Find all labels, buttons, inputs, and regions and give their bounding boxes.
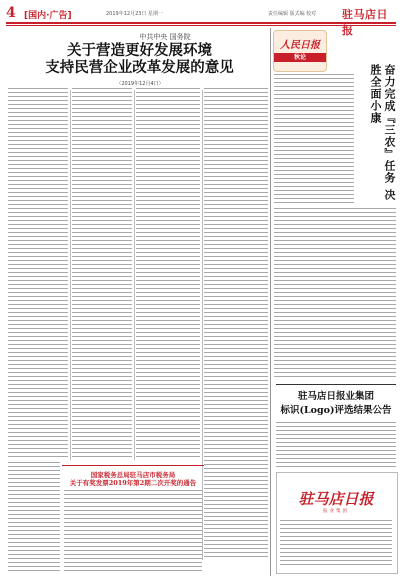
newspaper-brand: 驻马店日报 — [342, 8, 388, 37]
notice-title-line-1: 驻马店日报业集团 — [297, 391, 374, 402]
commentary-body — [274, 208, 396, 380]
section-divider — [270, 28, 271, 576]
commentary-logo-sub: 秋论 — [274, 53, 326, 62]
column-divider — [202, 90, 203, 560]
column-divider — [134, 90, 135, 460]
article-column-2 — [72, 88, 132, 458]
article-title — [12, 42, 267, 76]
article-column-3 — [136, 88, 200, 458]
commentary-title-a: 奋力完成『三农』任务 — [383, 64, 396, 184]
notice-title-line-2: 标识(Logo)评选结果公告 — [280, 405, 392, 416]
article-date: （2019年12月4日） — [116, 81, 164, 87]
group-logo-sub: 报业集团 — [323, 509, 349, 514]
article-column-4 — [204, 88, 268, 558]
tax-notice-subtitle: 关于有奖发票2019年第2期二次开奖的通告 — [69, 479, 197, 487]
article-title-line-2: 支持民营企业改革发展的意见 — [45, 59, 234, 76]
group-logo: 驻马店日报 — [298, 490, 374, 508]
logo-panel-body — [280, 520, 392, 568]
notice-body — [276, 422, 396, 468]
issue-date: 2019年12月23日 星期一 — [106, 11, 164, 17]
article-column-1-continued — [8, 462, 60, 574]
notice-title — [276, 390, 396, 418]
commentary-logo-text: 人民日报 — [280, 40, 320, 51]
tax-notice-rule — [62, 465, 204, 466]
tax-notice-body — [64, 490, 202, 574]
column-divider — [70, 90, 71, 460]
commentary-logo — [273, 30, 327, 72]
notice-rule — [276, 384, 396, 385]
commentary-vertical-title — [358, 64, 396, 204]
commentary-body-top — [274, 74, 354, 204]
editor-credits: 责任编辑 版式编 校对 — [268, 11, 317, 17]
tax-notice-title: 国家税务总局驻马店市税务局 — [90, 471, 176, 479]
article-kicker: 中共中央 国务院 — [139, 33, 191, 41]
page-number: 4 — [6, 5, 16, 21]
header-rule-thin — [6, 25, 396, 26]
article-title-line-1: 关于营造更好发展环境 — [67, 42, 212, 59]
section-label: [国内·广告] — [24, 11, 72, 21]
header-rule — [6, 22, 396, 24]
commentary-title-b: 决胜全面小康 — [369, 64, 396, 201]
article-column-1 — [8, 88, 68, 458]
